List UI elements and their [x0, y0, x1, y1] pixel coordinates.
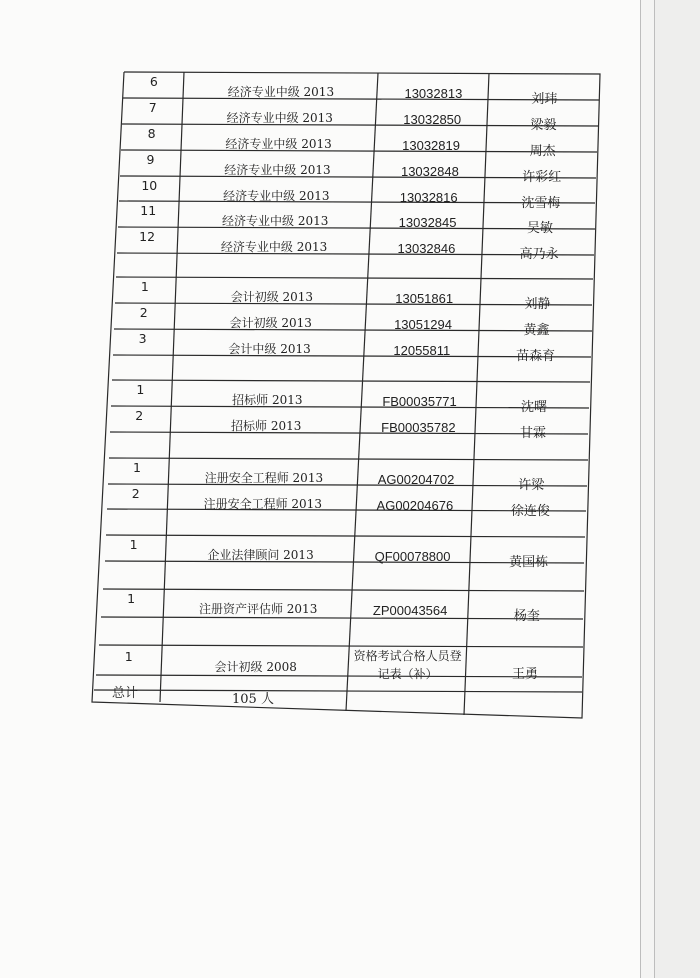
exam-subject: 会计初级 2008 — [214, 659, 297, 674]
row-number: 1 — [132, 459, 141, 475]
person-name: 黄国栋 — [509, 554, 549, 570]
person-name: 徐连俊 — [510, 503, 550, 519]
certificate-number: 13051861 — [395, 290, 454, 306]
certificate-number: 资格考试合格人员登记表（补） — [353, 649, 462, 681]
row-number: 1 — [124, 648, 133, 664]
person-name: 许彩红 — [522, 169, 562, 185]
certificate-number: 13032816 — [399, 189, 458, 205]
person-name: 许梁 — [518, 477, 545, 493]
exam-subject: 注册安全工程师 2013 — [204, 470, 324, 485]
row-number: 1 — [140, 278, 149, 294]
exam-subject: 经济专业中级 2013 — [226, 110, 333, 125]
certificate-number: 13032846 — [397, 240, 456, 256]
certificate-number: 13051294 — [394, 316, 452, 332]
total-label: 总计 — [111, 685, 138, 701]
person-name: 王勇 — [511, 666, 538, 682]
person-name: 高乃永 — [519, 246, 559, 262]
row-number: 10 — [141, 177, 158, 193]
certificate-number: 12055811 — [393, 342, 451, 358]
exam-subject: 经济专业中级 2013 — [224, 162, 331, 177]
row-number: 12 — [139, 228, 156, 244]
person-name: 沈曙 — [520, 399, 547, 415]
person-name: 周杰 — [529, 143, 556, 159]
certificate-number: 13032819 — [402, 137, 460, 153]
person-name: 刘静 — [524, 296, 551, 312]
exam-subject: 经济专业中级 2013 — [222, 213, 329, 228]
certificate-number: FB00035782 — [381, 419, 456, 435]
row-number: 11 — [140, 202, 157, 218]
exam-subject: 会计初级 2013 — [229, 315, 312, 330]
certificate-number: FB00035771 — [382, 393, 457, 409]
certificate-number: 13032845 — [398, 214, 457, 230]
certificate-number: 13032813 — [404, 85, 463, 101]
row-number: 1 — [127, 590, 136, 606]
row-number: 8 — [147, 125, 156, 141]
person-name: 梁毅 — [530, 117, 557, 133]
row-number: 2 — [131, 485, 140, 501]
person-name: 刘玮 — [531, 91, 558, 107]
person-name: 甘霖 — [520, 425, 547, 441]
row-number: 2 — [135, 407, 144, 423]
total-count: 105 人 — [232, 691, 274, 707]
row-number: 9 — [146, 151, 155, 167]
exam-subject: 招标师 2013 — [232, 392, 303, 407]
person-name: 沈雪梅 — [521, 195, 561, 211]
certificate-number: 13032848 — [400, 163, 459, 179]
person-name: 吴敏 — [527, 220, 554, 236]
row-number: 3 — [138, 330, 147, 346]
exam-subject: 经济专业中级 2013 — [220, 239, 328, 254]
certificate-number: AG00204676 — [376, 497, 454, 513]
person-name: 黄鑫 — [523, 322, 550, 338]
exam-subject: 经济专业中级 2013 — [223, 188, 330, 203]
certificate-number: 13032850 — [403, 111, 462, 127]
row-number: 1 — [136, 381, 145, 397]
exam-subject: 企业法律顾问 2013 — [207, 547, 314, 562]
exam-subject: 注册安全工程师 2013 — [203, 496, 322, 511]
row-number: 6 — [149, 73, 158, 89]
exam-subject: 注册资产评估师 2013 — [198, 601, 318, 616]
person-name: 苗森育 — [516, 348, 556, 364]
certificate-number: ZP00043564 — [372, 602, 448, 618]
certificate-number: AG00204702 — [377, 471, 455, 487]
person-name: 杨奎 — [513, 608, 540, 624]
row-number: 2 — [139, 304, 148, 320]
row-number: 7 — [148, 99, 157, 115]
exam-subject: 会计中级 2013 — [228, 341, 311, 356]
exam-subject: 经济专业中级 2013 — [225, 136, 332, 151]
exam-subject: 招标师 2013 — [231, 418, 302, 433]
row-number: 1 — [129, 536, 138, 552]
exam-subject: 会计初级 2013 — [230, 289, 314, 304]
certificate-number: QF00078800 — [374, 548, 451, 564]
exam-subject: 经济专业中级 2013 — [227, 84, 335, 99]
